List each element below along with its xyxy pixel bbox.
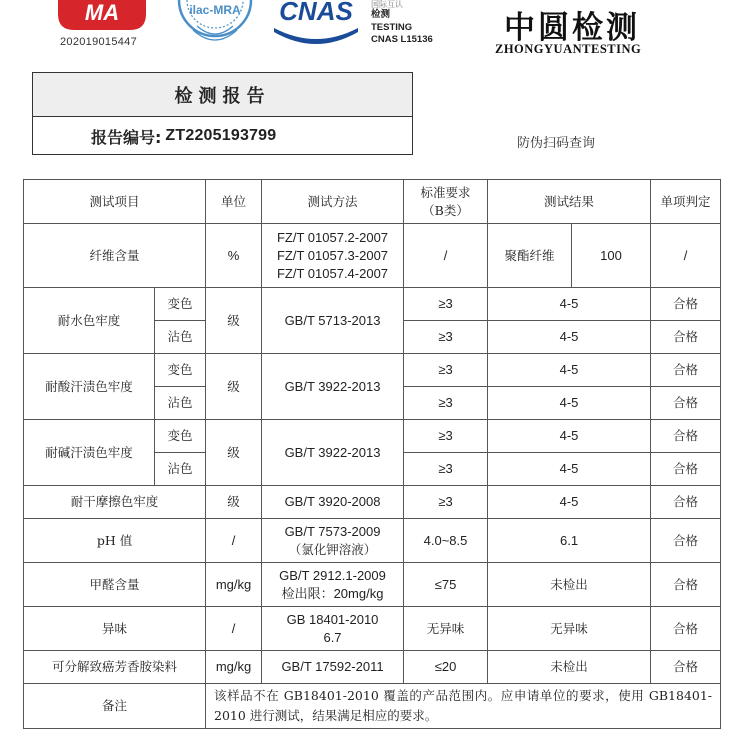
cnas-line: 检测 <box>371 9 391 20</box>
method-cell <box>262 607 404 651</box>
header-unit: 单位 <box>206 180 262 224</box>
verdict-cell: 合格 <box>651 486 721 519</box>
method-line: GB 18401-2010 <box>286 611 379 627</box>
sub-item-cell: 变色 <box>155 288 206 321</box>
item-cell: 耐水色牢度 <box>24 288 155 354</box>
result-value-cell: 100 <box>572 224 651 288</box>
result-cell: 无异味 <box>488 607 651 651</box>
verdict-cell: 合格 <box>651 387 721 420</box>
report-title-box <box>32 72 413 155</box>
unit-cell: % <box>206 224 262 288</box>
verdict-cell: 合格 <box>651 651 721 684</box>
ilac-text: ilac-MRA <box>189 3 241 17</box>
verdict-cell: 合格 <box>651 563 721 607</box>
cnas-accreditation-text <box>371 0 433 47</box>
cnas-logo-text: CNAS <box>279 0 353 26</box>
item-cell: pH 值 <box>24 519 206 563</box>
unit-cell: 级 <box>206 288 262 354</box>
item-cell: 异味 <box>24 607 206 651</box>
standard-cell: 无异味 <box>404 607 488 651</box>
item-cell: 耐酸汗渍色牢度 <box>24 354 155 420</box>
item-cell: 纤维含量 <box>24 224 206 288</box>
ilac-mra-logo <box>175 0 255 50</box>
method-cell <box>262 224 404 288</box>
result-cell: 4-5 <box>488 354 651 387</box>
cnas-line: 国际互认 <box>371 0 403 9</box>
item-cell: 耐碱汗渍色牢度 <box>24 420 155 486</box>
verdict-cell: 合格 <box>651 354 721 387</box>
cnas-line: CNAS L15136 <box>371 34 433 45</box>
header-method: 测试方法 <box>262 180 404 224</box>
unit-cell: 级 <box>206 486 262 519</box>
item-cell: 可分解致癌芳香胺染料 <box>24 651 206 684</box>
unit-cell: mg/kg <box>206 651 262 684</box>
table-row <box>24 651 721 684</box>
result-cell: 4-5 <box>488 387 651 420</box>
result-cell: 4-5 <box>488 486 651 519</box>
report-title: 检测报告 <box>33 73 412 117</box>
table-row <box>24 486 721 519</box>
unit-cell: / <box>206 607 262 651</box>
header-result: 测试结果 <box>488 180 651 224</box>
standard-cell: ≥3 <box>404 288 488 321</box>
test-results-table <box>23 179 721 729</box>
brand-subtitle: ZHONGYUANTESTING <box>495 42 642 56</box>
header-standard <box>404 180 488 224</box>
method-cell <box>262 519 404 563</box>
result-cell: 4-5 <box>488 420 651 453</box>
unit-cell: / <box>206 519 262 563</box>
sub-item-cell: 沾色 <box>155 453 206 486</box>
report-number-label: 报告编号: <box>91 127 162 147</box>
result-cell: 6.1 <box>488 519 651 563</box>
sub-item-cell: 沾色 <box>155 387 206 420</box>
result-name-cell: 聚酯纤维 <box>488 224 572 288</box>
brand-name: 中圆检测 <box>504 10 640 46</box>
sub-item-cell: 变色 <box>155 420 206 453</box>
result-cell: 4-5 <box>488 288 651 321</box>
method-line: GB/T 2912.1-2009 <box>279 567 386 583</box>
verdict-cell: 合格 <box>651 288 721 321</box>
result-cell: 未检出 <box>488 563 651 607</box>
method-cell: GB/T 3922-2013 <box>262 354 404 420</box>
verdict-cell: / <box>651 224 721 288</box>
table-header-row <box>24 180 721 224</box>
unit-cell: 级 <box>206 420 262 486</box>
svg-text:MA: MA <box>84 0 120 25</box>
method-line: FZ/T 01057.4-2007 <box>276 265 389 281</box>
standard-cell: 4.0~8.5 <box>404 519 488 563</box>
table-row <box>24 563 721 607</box>
unit-cell: 级 <box>206 354 262 420</box>
report-number-value: ZT2205193799 <box>165 127 277 144</box>
method-cell: GB/T 5713-2013 <box>262 288 404 354</box>
cnas-line: TESTING <box>371 21 413 33</box>
method-line: GB/T 7573-2009 <box>284 523 381 539</box>
method-line: （氯化钾溶液） <box>288 541 377 557</box>
standard-cell: / <box>404 224 488 288</box>
method-line: FZ/T 01057.3-2007 <box>276 247 389 263</box>
sub-item-cell: 沾色 <box>155 321 206 354</box>
verdict-cell: 合格 <box>651 453 721 486</box>
verdict-cell: 合格 <box>651 607 721 651</box>
method-cell: GB/T 17592-2011 <box>262 651 404 684</box>
table-row <box>24 519 721 563</box>
verdict-cell: 合格 <box>651 519 721 563</box>
remark-text: 该样品不在 GB18401-2010 覆盖的产品范围内。应申请单位的要求，使用 GB18401-2010 进行测试，结果满足相应的要求。 <box>206 684 721 729</box>
method-line: 检出限：20mg/kg <box>281 585 384 601</box>
method-cell: GB/T 3920-2008 <box>262 486 404 519</box>
header-standard-line: 标准要求 <box>420 184 471 200</box>
header-item: 测试项目 <box>24 180 206 224</box>
remark-row <box>24 684 721 729</box>
header-standard-line: （B类） <box>422 202 469 218</box>
verdict-cell: 合格 <box>651 420 721 453</box>
header-verdict: 单项判定 <box>651 180 721 224</box>
table-row <box>24 607 721 651</box>
verdict-cell: 合格 <box>651 321 721 354</box>
item-cell: 耐干摩擦色牢度 <box>24 486 206 519</box>
method-cell <box>262 563 404 607</box>
standard-cell: ≥3 <box>404 321 488 354</box>
sub-item-cell: 变色 <box>155 354 206 387</box>
item-cell: 甲醛含量 <box>24 563 206 607</box>
standard-cell: ≥3 <box>404 354 488 387</box>
result-cell: 4-5 <box>488 453 651 486</box>
cma-code: 202019015447 <box>60 36 138 48</box>
standard-cell: ≥3 <box>404 420 488 453</box>
result-cell: 未检出 <box>488 651 651 684</box>
standard-cell: ≥3 <box>404 387 488 420</box>
report-number-row <box>33 117 412 155</box>
cma-logo <box>52 0 152 32</box>
method-line: FZ/T 01057.2-2007 <box>276 229 389 245</box>
remark-label: 备注 <box>24 684 206 729</box>
table-row <box>24 224 721 288</box>
standard-cell: ≥3 <box>404 453 488 486</box>
standard-cell: ≤20 <box>404 651 488 684</box>
result-cell: 4-5 <box>488 321 651 354</box>
anti-counterfeit-note: 防伪扫码查询 <box>517 136 596 151</box>
table-row <box>24 288 721 321</box>
table-row <box>24 354 721 387</box>
standard-cell: ≤75 <box>404 563 488 607</box>
table-row <box>24 420 721 453</box>
method-cell: GB/T 3922-2013 <box>262 420 404 486</box>
cnas-logo <box>268 0 364 46</box>
method-line: 6.7 <box>323 629 342 645</box>
standard-cell: ≥3 <box>404 486 488 519</box>
unit-cell: mg/kg <box>206 563 262 607</box>
